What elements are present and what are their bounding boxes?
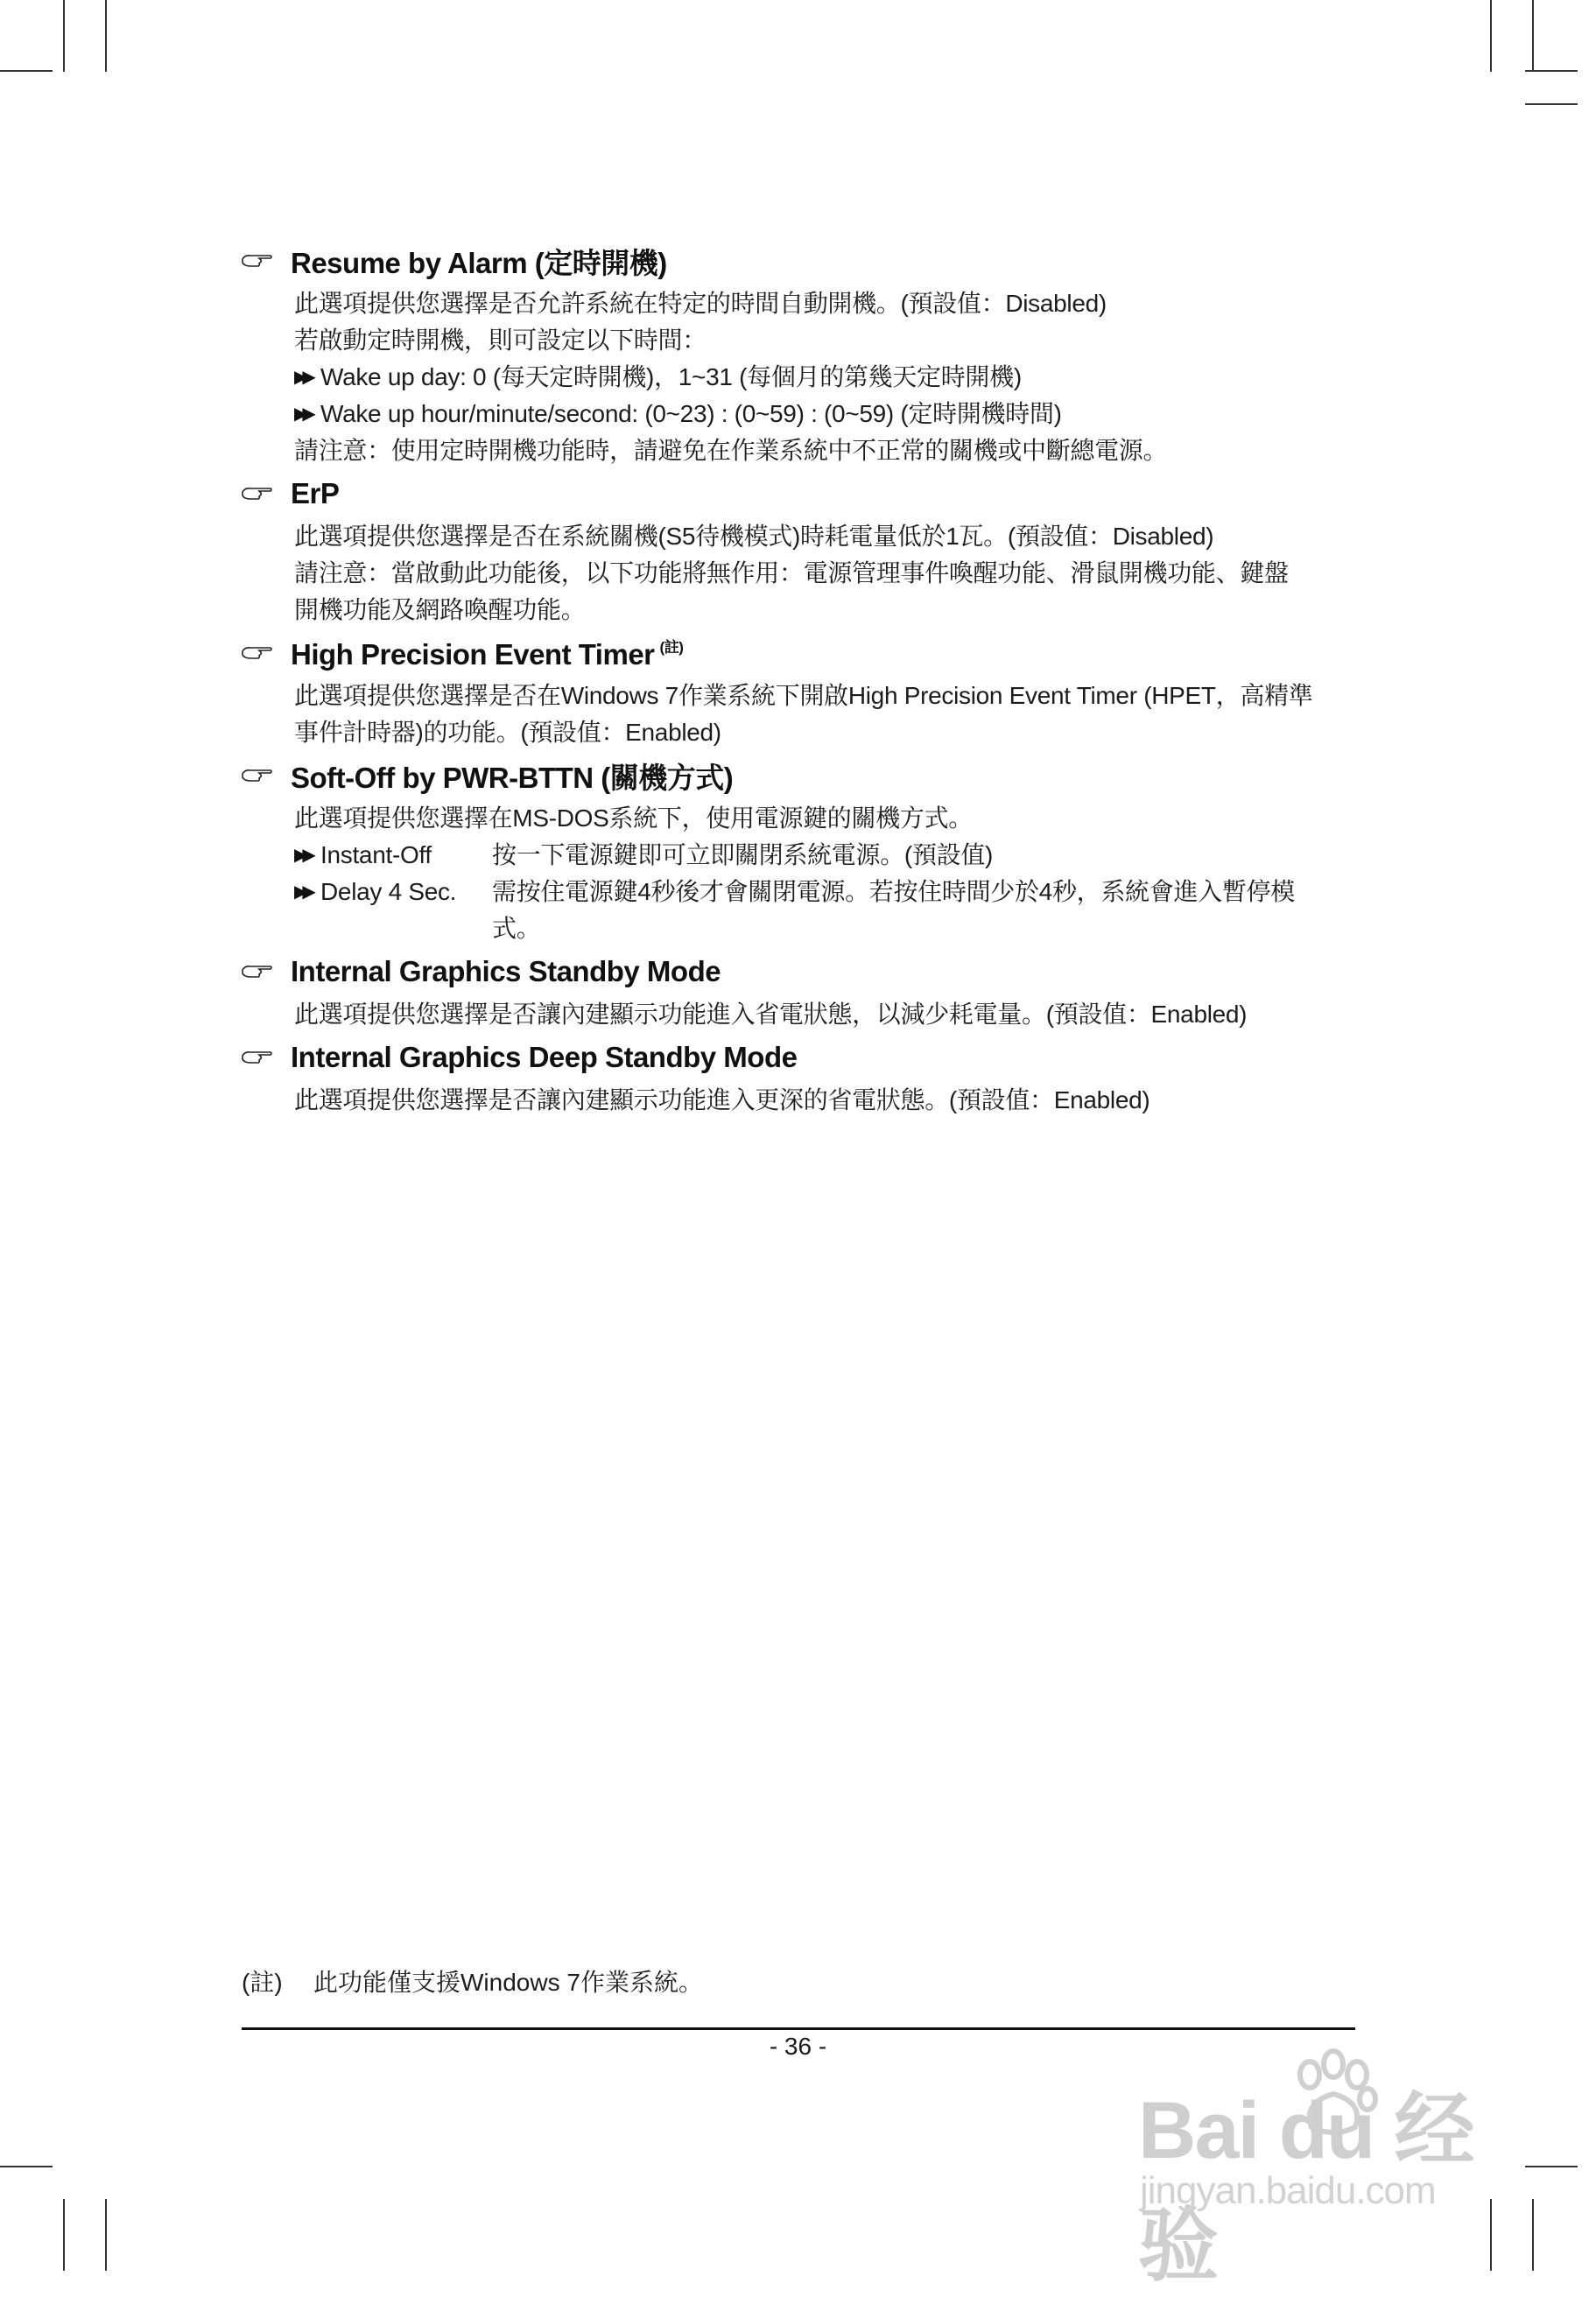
pointing-hand-icon — [242, 252, 273, 270]
crop-mark — [1525, 103, 1578, 105]
option-key: Instant-Off — [320, 841, 432, 868]
list-item — [294, 396, 1355, 432]
footnote-marker: (註) — [659, 639, 684, 656]
option-row — [294, 874, 1355, 947]
section-title: Resume by Alarm (定時開機) — [291, 246, 667, 279]
crop-mark — [105, 2199, 107, 2271]
option-desc — [492, 874, 1355, 947]
double-arrow-icon: ▶▶ — [294, 368, 311, 387]
pointing-hand-icon — [242, 767, 273, 784]
watermark-brand: Bai du 经验 — [1138, 2086, 1473, 2291]
option-desc-line: 需按住電源鍵4秒後才會關閉電源。若按住時間少於4秒，系統會進入暫停模 — [492, 878, 1295, 905]
section-igfx-deep-standby — [242, 1033, 1355, 1119]
section-title: Soft-Off by PWR-BTTN (關機方式) — [291, 761, 734, 794]
section-title-text: High Precision Event Timer — [291, 638, 655, 671]
description-line: 此選項提供您選擇是否在Windows 7作業系統下開啟High Precision Event Timer (HPET，高精準 — [294, 682, 1313, 709]
option-key: Delay 4 Sec. — [320, 878, 457, 905]
pointing-hand-icon — [242, 963, 273, 980]
double-arrow-icon: ▶▶ — [294, 404, 311, 424]
description-line: 此選項提供您選擇在MS-DOS系統下，使用電源鍵的關機方式。 — [294, 804, 974, 832]
section-title: Internal Graphics Deep Standby Mode — [291, 1041, 798, 1073]
option-desc: 按一下電源鍵即可立即關閉系統電源。(預設值) — [492, 841, 994, 868]
pointing-hand-icon — [242, 1049, 273, 1066]
page-number: - 36 - — [769, 2033, 827, 2060]
footnote-text: 此功能僅支援Windows 7作業系統。 — [313, 1969, 703, 1996]
list-item-text: Wake up day: 0 (每天定時開機)，1~31 (每個月的第幾天定時開機) — [320, 363, 1022, 390]
section-erp — [242, 469, 1355, 629]
list-item-text: Wake up hour/minute/second: (0~23) : (0~59) : (0~59) (定時開機時間) — [320, 400, 1062, 427]
crop-mark — [1532, 0, 1534, 72]
double-arrow-icon: ▶▶ — [294, 846, 311, 865]
section-hpet — [242, 629, 1355, 751]
description-line: 此選項提供您選擇是否讓內建顯示功能進入省電狀態，以減少耗電量。(預設值：Enabled) — [294, 1001, 1248, 1028]
list-item — [294, 359, 1355, 396]
crop-mark — [0, 70, 53, 72]
description-line: 開機功能及網路喚醒功能。 — [294, 596, 586, 623]
crop-mark — [1525, 70, 1578, 72]
note-line: 請注意：使用定時開機功能時，請避免在作業系統中不正常的關機或中斷總電源。 — [294, 437, 1168, 464]
description-line: 若啟動定時開機，則可設定以下時間： — [294, 327, 707, 354]
page-content — [242, 236, 1355, 1119]
option-row — [294, 837, 1355, 874]
description-line: 此選項提供您選擇是否讓內建顯示功能進入更深的省電狀態。(預設值：Enabled) — [294, 1086, 1150, 1113]
crop-mark — [105, 0, 107, 72]
section-title — [291, 635, 683, 671]
crop-mark — [1532, 2199, 1534, 2271]
section-title: ErP — [291, 477, 340, 509]
option-desc-line: 式。 — [492, 915, 541, 942]
crop-mark — [1525, 2166, 1578, 2167]
pointing-hand-icon — [242, 485, 273, 502]
crop-mark — [63, 2199, 65, 2271]
section-soft-off — [242, 751, 1355, 947]
description-line: 此選項提供您選擇是否允許系統在特定的時間自動開機。(預設值：Disabled) — [294, 290, 1107, 317]
description-line: 此選項提供您選擇是否在系統關機(S5待機模式)時耗電量低於1瓦。(預設值：Disabled) — [294, 523, 1214, 550]
crop-mark — [1490, 0, 1492, 72]
section-resume-by-alarm — [242, 236, 1355, 469]
baidu-watermark — [1129, 2048, 1515, 2291]
section-title: Internal Graphics Standby Mode — [291, 955, 721, 987]
pointing-hand-icon — [242, 644, 273, 662]
description-line: 事件計時器)的功能。(預設值：Enabled) — [294, 719, 721, 746]
crop-mark — [0, 2166, 53, 2167]
watermark-url: jingyan.baidu.com — [1140, 2169, 1436, 2212]
crop-mark — [63, 0, 65, 72]
section-igfx-standby — [242, 947, 1355, 1033]
double-arrow-icon: ▶▶ — [294, 882, 311, 902]
footnote-label: (註) — [242, 1969, 283, 1996]
description-line: 請注意：當啟動此功能後，以下功能將無作用：電源管理事件喚醒功能、滑鼠開機功能、鍵盤 — [294, 559, 1289, 587]
footnote — [242, 1964, 703, 2001]
